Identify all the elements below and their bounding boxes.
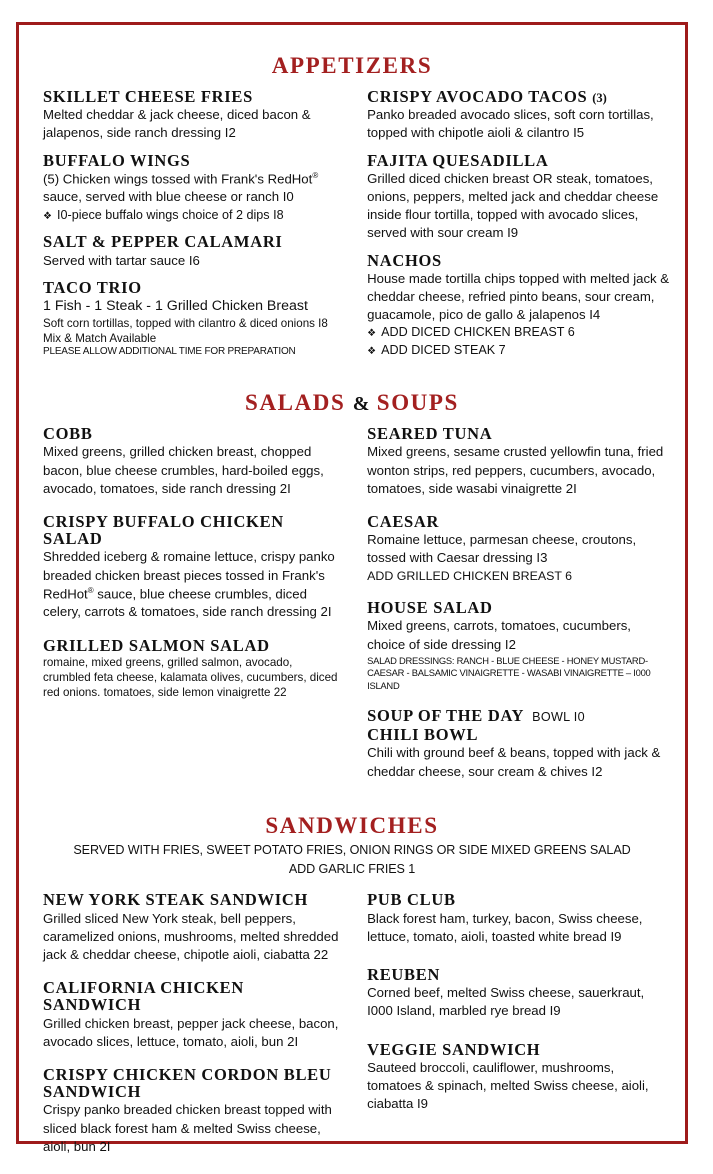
item-name: CAESAR [367,512,440,531]
item-description: Romaine lettuce, parmesan cheese, croutons, tossed with Caesar dressing I3 [367,532,637,566]
item-name: SALT & PEPPER CALAMARI [43,232,283,252]
item-description-line-3: Mix & Match Available [43,332,157,346]
item-description [43,548,341,621]
item-name: NEW YORK STEAK SANDWICH [43,890,309,910]
appetizers-columns [33,88,671,360]
addon-label: ADD DICED CHICKEN BREAST 6 [381,325,575,340]
item-addon [43,207,341,225]
item-name [367,88,671,105]
item-name: CHILI BOWL [367,725,479,745]
salad-dressings-list: SALAD DRESSINGS: RANCH - BLUE CHEESE - HONEY MUSTARD-CAESAR - BALSAMIC VINAIGRETTE - WASABI VINAIGRETTE – I000 ISLAND [367,654,651,691]
item-description: Corned beef, melted Swiss cheese, sauerkraut, I000 Island, marbled rye bread I9 [367,985,645,1019]
desc-part-1: Shredded iceberg & romaine lettuce, crispy panko breaded chicken breast pieces tossed in Frank's RedHot [43,549,335,602]
item-description [43,170,341,207]
item-name: VEGGIE SANDWICH [367,1039,541,1059]
item-description-line-2: Soft corn tortillas, topped with cilantro & diced onions I8 [43,317,328,331]
appetizers-right-column [363,88,671,360]
item-description: romaine, mixed greens, grilled salmon, avocado, crumbled feta cheese, kalamata olives, cucumbers, diced red onions. tomatoes, side lemon vinaigrette 22 [43,655,338,699]
diamond-bullet-icon: ❖ [367,328,377,340]
menu-item-house-salad [367,599,671,692]
salads-left-column [33,425,341,781]
addon-label: I0-piece buffalo wings choice of 2 dips I8 [57,207,284,222]
item-name-text: CRISPY AVOCADO TACOS [367,87,588,106]
menu-item-reuben [367,966,671,1021]
item-addon [367,324,671,342]
item-name: CRISPY CHICKEN CORDON BLEU SANDWICH [43,1065,332,1102]
menu-item-soup-of-the-day [367,707,671,726]
menu-item-crispy-avocado-tacos [367,88,671,143]
menu-item-chili-bowl [367,726,671,781]
registered-mark: ® [87,585,94,595]
sandwiches-left-column [33,891,341,1156]
menu-item-taco-trio [43,279,341,359]
menu-item-cobb [43,425,341,498]
item-description: Mixed greens, grilled chicken breast, chopped bacon, blue cheese crumbles, hard-boiled eggs, avocado, tomatoes, side ranch dressing 2I [43,444,324,496]
item-preparation-note: PLEASE ALLOW ADDITIONAL TIME FOR PREPARATION [43,346,296,358]
section-title-salads-soups [33,360,671,416]
section-title-appetizers: APPETIZERS [271,53,433,78]
item-name: SKILLET CHEESE FRIES [43,87,253,106]
desc-part-2: sauce, blue cheese crumbles, diced celery, carrots & tomatoes, side ranch dressing 2I [43,586,332,620]
menu-item-salt-pepper-calamari [43,233,341,269]
sandwiches-header-block [33,807,671,878]
sandwiches-subtitle-line-2: ADD GARLIC FRIES 1 [288,862,416,877]
item-name: REUBEN [367,965,441,985]
item-name: FAJITA QUESADILLA [367,150,549,170]
menu-item-crispy-chicken-cordon-bleu-sandwich [43,1066,341,1156]
item-description: Grilled sliced New York steak, bell peppers, caramelized onions, mushrooms, melted shredded jack & cheddar cheese, chipotle aioli, ciabatta 22 [43,910,339,963]
item-description: Chili with ground beef & beans, topped with jack & cheddar cheese, sour cream & chives I2 [367,745,661,779]
item-name: COBB [43,424,93,444]
item-quantity: (3) [592,91,607,105]
item-name: TACO TRIO [43,277,142,297]
item-description: Grilled diced chicken breast OR steak, tomatoes, onions, peppers, melted jack and cheddar cheese inside flour tortilla, topped with avocado slices, served with sour cream I9 [367,170,659,241]
item-description: Melted cheddar & jack cheese, diced bacon & jalapenos, side ranch dressing I2 [43,107,311,141]
menu-item-grilled-salmon-salad [43,637,341,700]
appetizers-left-column [33,88,341,360]
item-addon [367,342,671,360]
menu-item-crispy-buffalo-chicken-salad [43,513,341,622]
menu-item-buffalo-wings [43,152,341,225]
addon-label: ADD DICED STEAK 7 [381,343,506,358]
diamond-bullet-icon: ❖ [43,210,52,222]
item-description: Sauteed broccoli, cauliflower, mushrooms, tomatoes & spinach, melted Swiss cheese, aioli, ciabatta I9 [367,1059,649,1112]
desc-part-2: sauce, served with blue cheese or ranch I0 [43,189,294,205]
menu-page [16,22,688,1154]
menu-item-seared-tuna [367,425,671,498]
item-name: CRISPY BUFFALO CHICKEN SALAD [43,512,284,549]
section-title-part-2: SOUPS [376,390,459,416]
item-price: BOWL I0 [532,710,585,725]
item-name: PUB CLUB [367,890,456,910]
item-description: Mixed greens, carrots, tomatoes, cucumbers, choice of side dressing I2 [367,618,631,652]
item-name: HOUSE SALAD [367,598,493,618]
item-description: Grilled chicken breast, pepper jack cheese, bacon, avocado slices, lettuce, tomato, aioli, bun 2I [43,1015,339,1049]
menu-item-california-chicken-sandwich [43,979,341,1051]
desc-part-1: (5) Chicken wings tossed with Frank's RedHot [43,171,313,187]
menu-item-veggie-sandwich [367,1041,671,1114]
item-description: Black forest ham, turkey, bacon, Swiss cheese, lettuce, tomato, aioli, toasted white bread I9 [367,910,643,944]
item-name: SEARED TUNA [367,424,493,444]
menu-item-skillet-cheese-fries [43,88,341,143]
menu-content [19,25,685,1154]
item-name: BUFFALO WINGS [43,150,191,170]
section-title-ampersand: & [352,393,370,416]
menu-item-nachos [367,252,671,361]
menu-item-fajita-quesadilla [367,152,671,243]
sandwiches-columns [33,891,671,1156]
menu-item-caesar [367,513,671,584]
item-name: NACHOS [367,250,442,270]
item-description: Panko breaded avocado slices, soft corn tortillas, topped with chipotle aioli & cilantro I5 [367,107,654,141]
item-addon: ADD GRILLED CHICKEN BREAST 6 [367,568,573,583]
item-description: Served with tartar sauce I6 [43,252,200,268]
item-description: Mixed greens, sesame crusted yellowfin tuna, fried wonton strips, red peppers, cucumbers, avocado, tomatoes, side wasabi vinaigrette 2I [367,444,664,496]
menu-item-pub-club [367,891,671,946]
section-title-part-1: SALADS [245,390,346,416]
item-description: House made tortilla chips topped with melted jack & cheddar cheese, refried pinto beans, sour cream, guacamole, pico de gallo & jalapenos I4 [367,270,670,323]
registered-mark: ® [312,170,319,180]
salads-columns [33,425,671,781]
item-name: SOUP OF THE DAY [367,706,525,726]
sandwiches-right-column [363,891,671,1156]
menu-item-new-york-steak-sandwich [43,891,341,964]
item-name: GRILLED SALMON SALAD [43,635,270,655]
salads-right-column [363,425,671,781]
item-description-line-1: 1 Fish - 1 Steak - 1 Grilled Chicken Breast [43,297,308,314]
item-name: CALIFORNIA CHICKEN SANDWICH [43,978,244,1015]
sandwiches-subtitle-line-1: SERVED WITH FRIES, SWEET POTATO FRIES, ONION RINGS OR SIDE MIXED GREENS SALAD [73,842,631,857]
item-description: Crispy panko breaded chicken breast topped with sliced black forest ham & melted Swiss cheese, aioli, bun 2I [43,1102,332,1154]
diamond-bullet-icon: ❖ [367,346,377,358]
section-title-sandwiches: SANDWICHES [265,812,439,838]
